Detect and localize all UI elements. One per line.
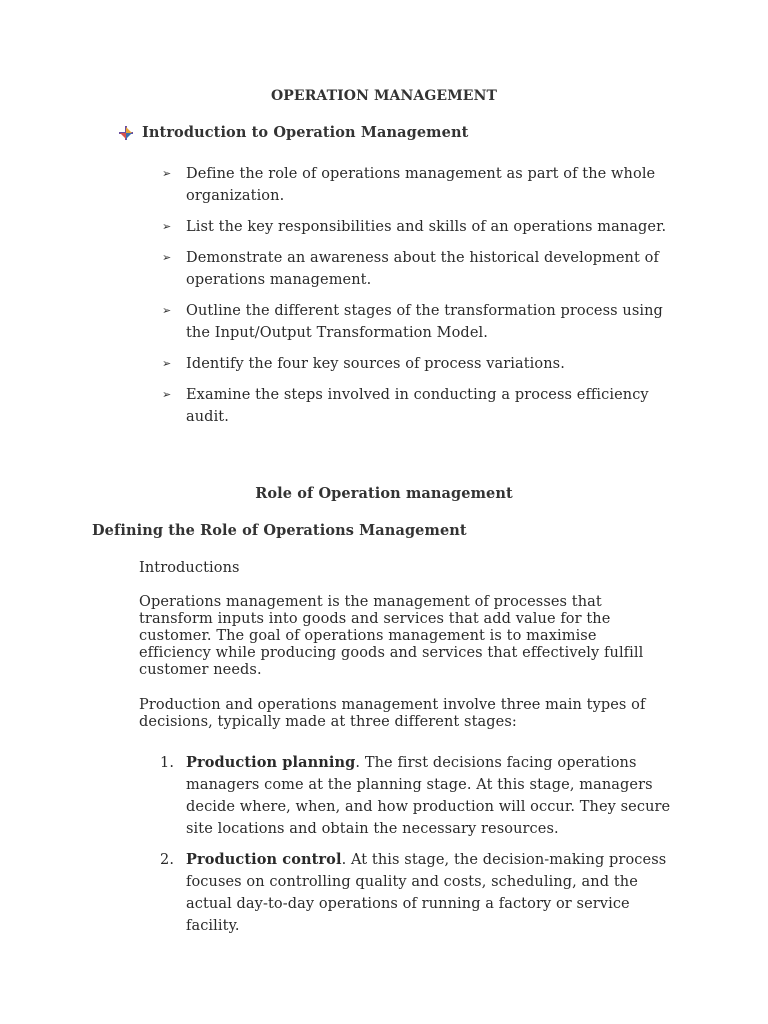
arrow-bullet-icon: ➢ bbox=[162, 304, 172, 317]
list-item: ➢ Examine the steps involved in conducting a process efficiency audit. bbox=[160, 384, 690, 428]
list-item: ➢ Identify the four key sources of process variations. bbox=[160, 353, 690, 375]
list-item: ➢ List the key responsibilities and skills of an operations manager. bbox=[160, 216, 690, 238]
stage-text: . The first decisions facing operations managers come at the planning stage. At this stage, managers decide where, when, and how production will occur. They secure site locations and obtain the necessary resources. bbox=[186, 755, 671, 837]
list-item bbox=[160, 752, 680, 840]
intro-label: Introductions bbox=[139, 560, 240, 576]
defining-heading: Defining the Role of Operations Management bbox=[92, 522, 467, 539]
arrow-bullet-icon: ➢ bbox=[162, 167, 172, 180]
section-heading-text: Introduction to Operation Management bbox=[142, 124, 469, 141]
paragraph-1: Operations management is the management of processes that transform inputs into goods and services that add value for the customer. The goal of operations management is to maximise efficiency while producing goods and services that effectively fulfill customer needs. bbox=[139, 594, 644, 678]
colored-bullet-icon bbox=[118, 125, 134, 141]
objectives-list bbox=[160, 163, 690, 437]
arrow-bullet-icon: ➢ bbox=[162, 251, 172, 264]
stage-term: Production planning bbox=[186, 754, 356, 771]
list-number: 2. bbox=[160, 852, 175, 868]
paragraph-2: Production and operations management involve three main types of decisions, typically made at three different stages: bbox=[139, 697, 646, 730]
list-item: ➢ Demonstrate an awareness about the historical development of operations management. bbox=[160, 247, 690, 291]
section-heading bbox=[118, 124, 468, 141]
stage-term: Production control bbox=[186, 851, 342, 868]
list-number: 1. bbox=[160, 755, 175, 771]
list-item: ➢ Define the role of operations management as part of the whole organization. bbox=[160, 163, 690, 207]
role-title: Role of Operation management bbox=[255, 485, 513, 502]
stage-text: . At this stage, the decision-making process focuses on controlling quality and costs, scheduling, and the actual day-to-day operations of running a factory or service facility. bbox=[186, 852, 667, 934]
stages-list bbox=[160, 752, 680, 946]
arrow-bullet-icon: ➢ bbox=[162, 220, 172, 233]
arrow-bullet-icon: ➢ bbox=[162, 388, 172, 401]
list-item bbox=[160, 849, 680, 937]
list-item: ➢ Outline the different stages of the transformation process using the Input/Output Transformation Model. bbox=[160, 300, 690, 344]
document-title: OPERATION MANAGEMENT bbox=[271, 88, 497, 104]
arrow-bullet-icon: ➢ bbox=[162, 357, 172, 370]
